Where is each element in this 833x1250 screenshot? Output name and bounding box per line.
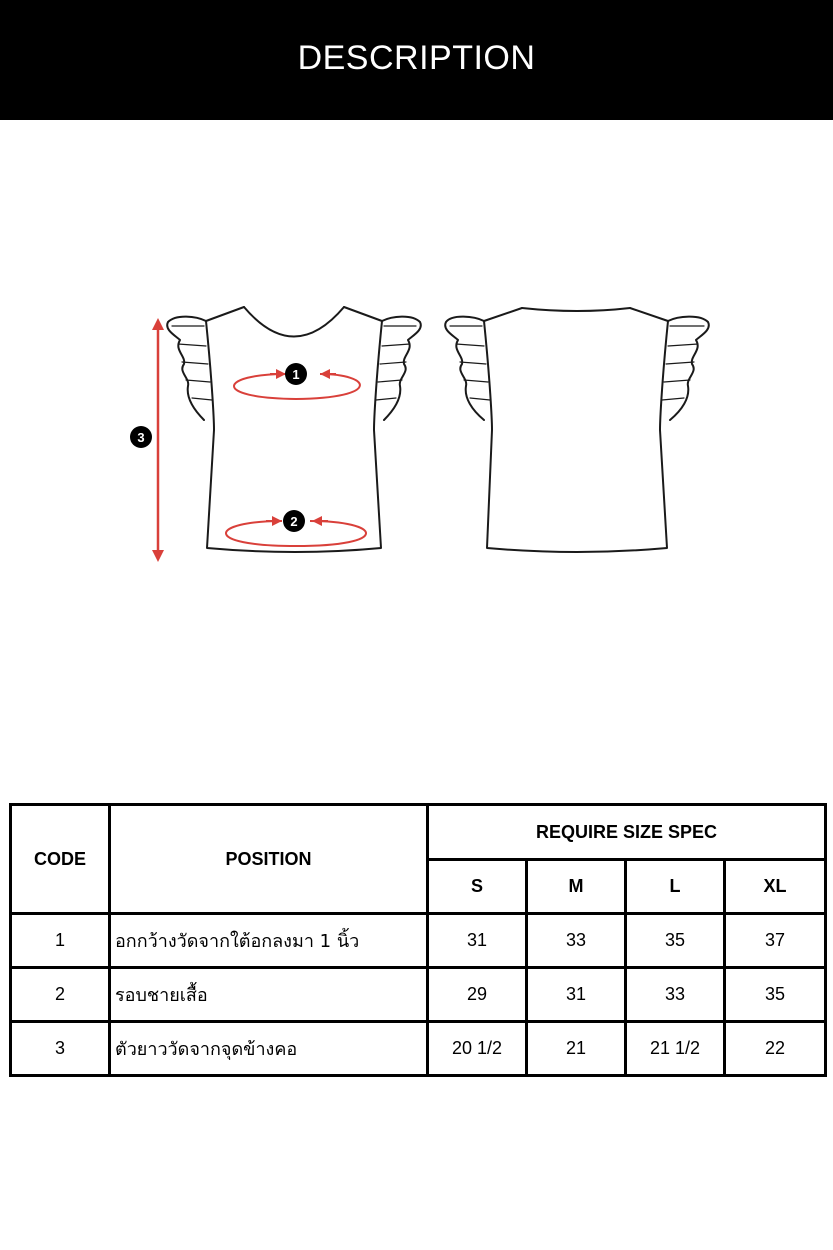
row-value-s: 31 [428, 914, 527, 968]
table-row [11, 1022, 826, 1076]
page-title: DESCRIPTION [297, 38, 536, 77]
row-value-m: 21 [527, 1022, 626, 1076]
row-value-m: 33 [527, 914, 626, 968]
row-position: รอบชายเสื้อ [110, 968, 428, 1022]
header-size-m: M [527, 860, 626, 914]
marker-3-label: 3 [137, 430, 145, 445]
row-value-m: 31 [527, 968, 626, 1022]
garment-diagram [0, 120, 833, 780]
header-position: POSITION [110, 805, 428, 914]
table-row [11, 968, 826, 1022]
marker-1-label: 1 [292, 367, 300, 382]
back-neckline [522, 308, 630, 311]
front-right-ruffle [382, 317, 421, 420]
back-garment [445, 308, 709, 552]
garment-illustration [0, 120, 833, 780]
row-value-l: 21 1/2 [626, 1022, 725, 1076]
measure-length [152, 318, 164, 562]
row-value-xl: 22 [725, 1022, 826, 1076]
row-value-xl: 35 [725, 968, 826, 1022]
header-size-s: S [428, 860, 527, 914]
row-code: 1 [11, 914, 110, 968]
row-code: 3 [11, 1022, 110, 1076]
back-right-ruffle [668, 317, 709, 420]
table-header-row [11, 805, 826, 860]
page-header [0, 0, 833, 120]
header-size-spec: REQUIRE SIZE SPEC [428, 805, 826, 860]
size-spec-table [9, 803, 827, 1077]
back-left-ruffle [445, 317, 484, 420]
front-neckline [244, 307, 344, 337]
header-size-l: L [626, 860, 725, 914]
front-left-ruffle [167, 317, 206, 420]
row-value-s: 20 1/2 [428, 1022, 527, 1076]
row-position: ตัวยาววัดจากจุดข้างคอ [110, 1022, 428, 1076]
header-size-xl: XL [725, 860, 826, 914]
row-value-s: 29 [428, 968, 527, 1022]
back-body-outline [484, 321, 668, 552]
row-value-l: 33 [626, 968, 725, 1022]
table-row [11, 914, 826, 968]
marker-2-label: 2 [290, 514, 298, 529]
header-code: CODE [11, 805, 110, 914]
row-value-xl: 37 [725, 914, 826, 968]
row-code: 2 [11, 968, 110, 1022]
row-value-l: 35 [626, 914, 725, 968]
row-position: อกกว้างวัดจากใต้อกลงมา 1 นิ้ว [110, 914, 428, 968]
